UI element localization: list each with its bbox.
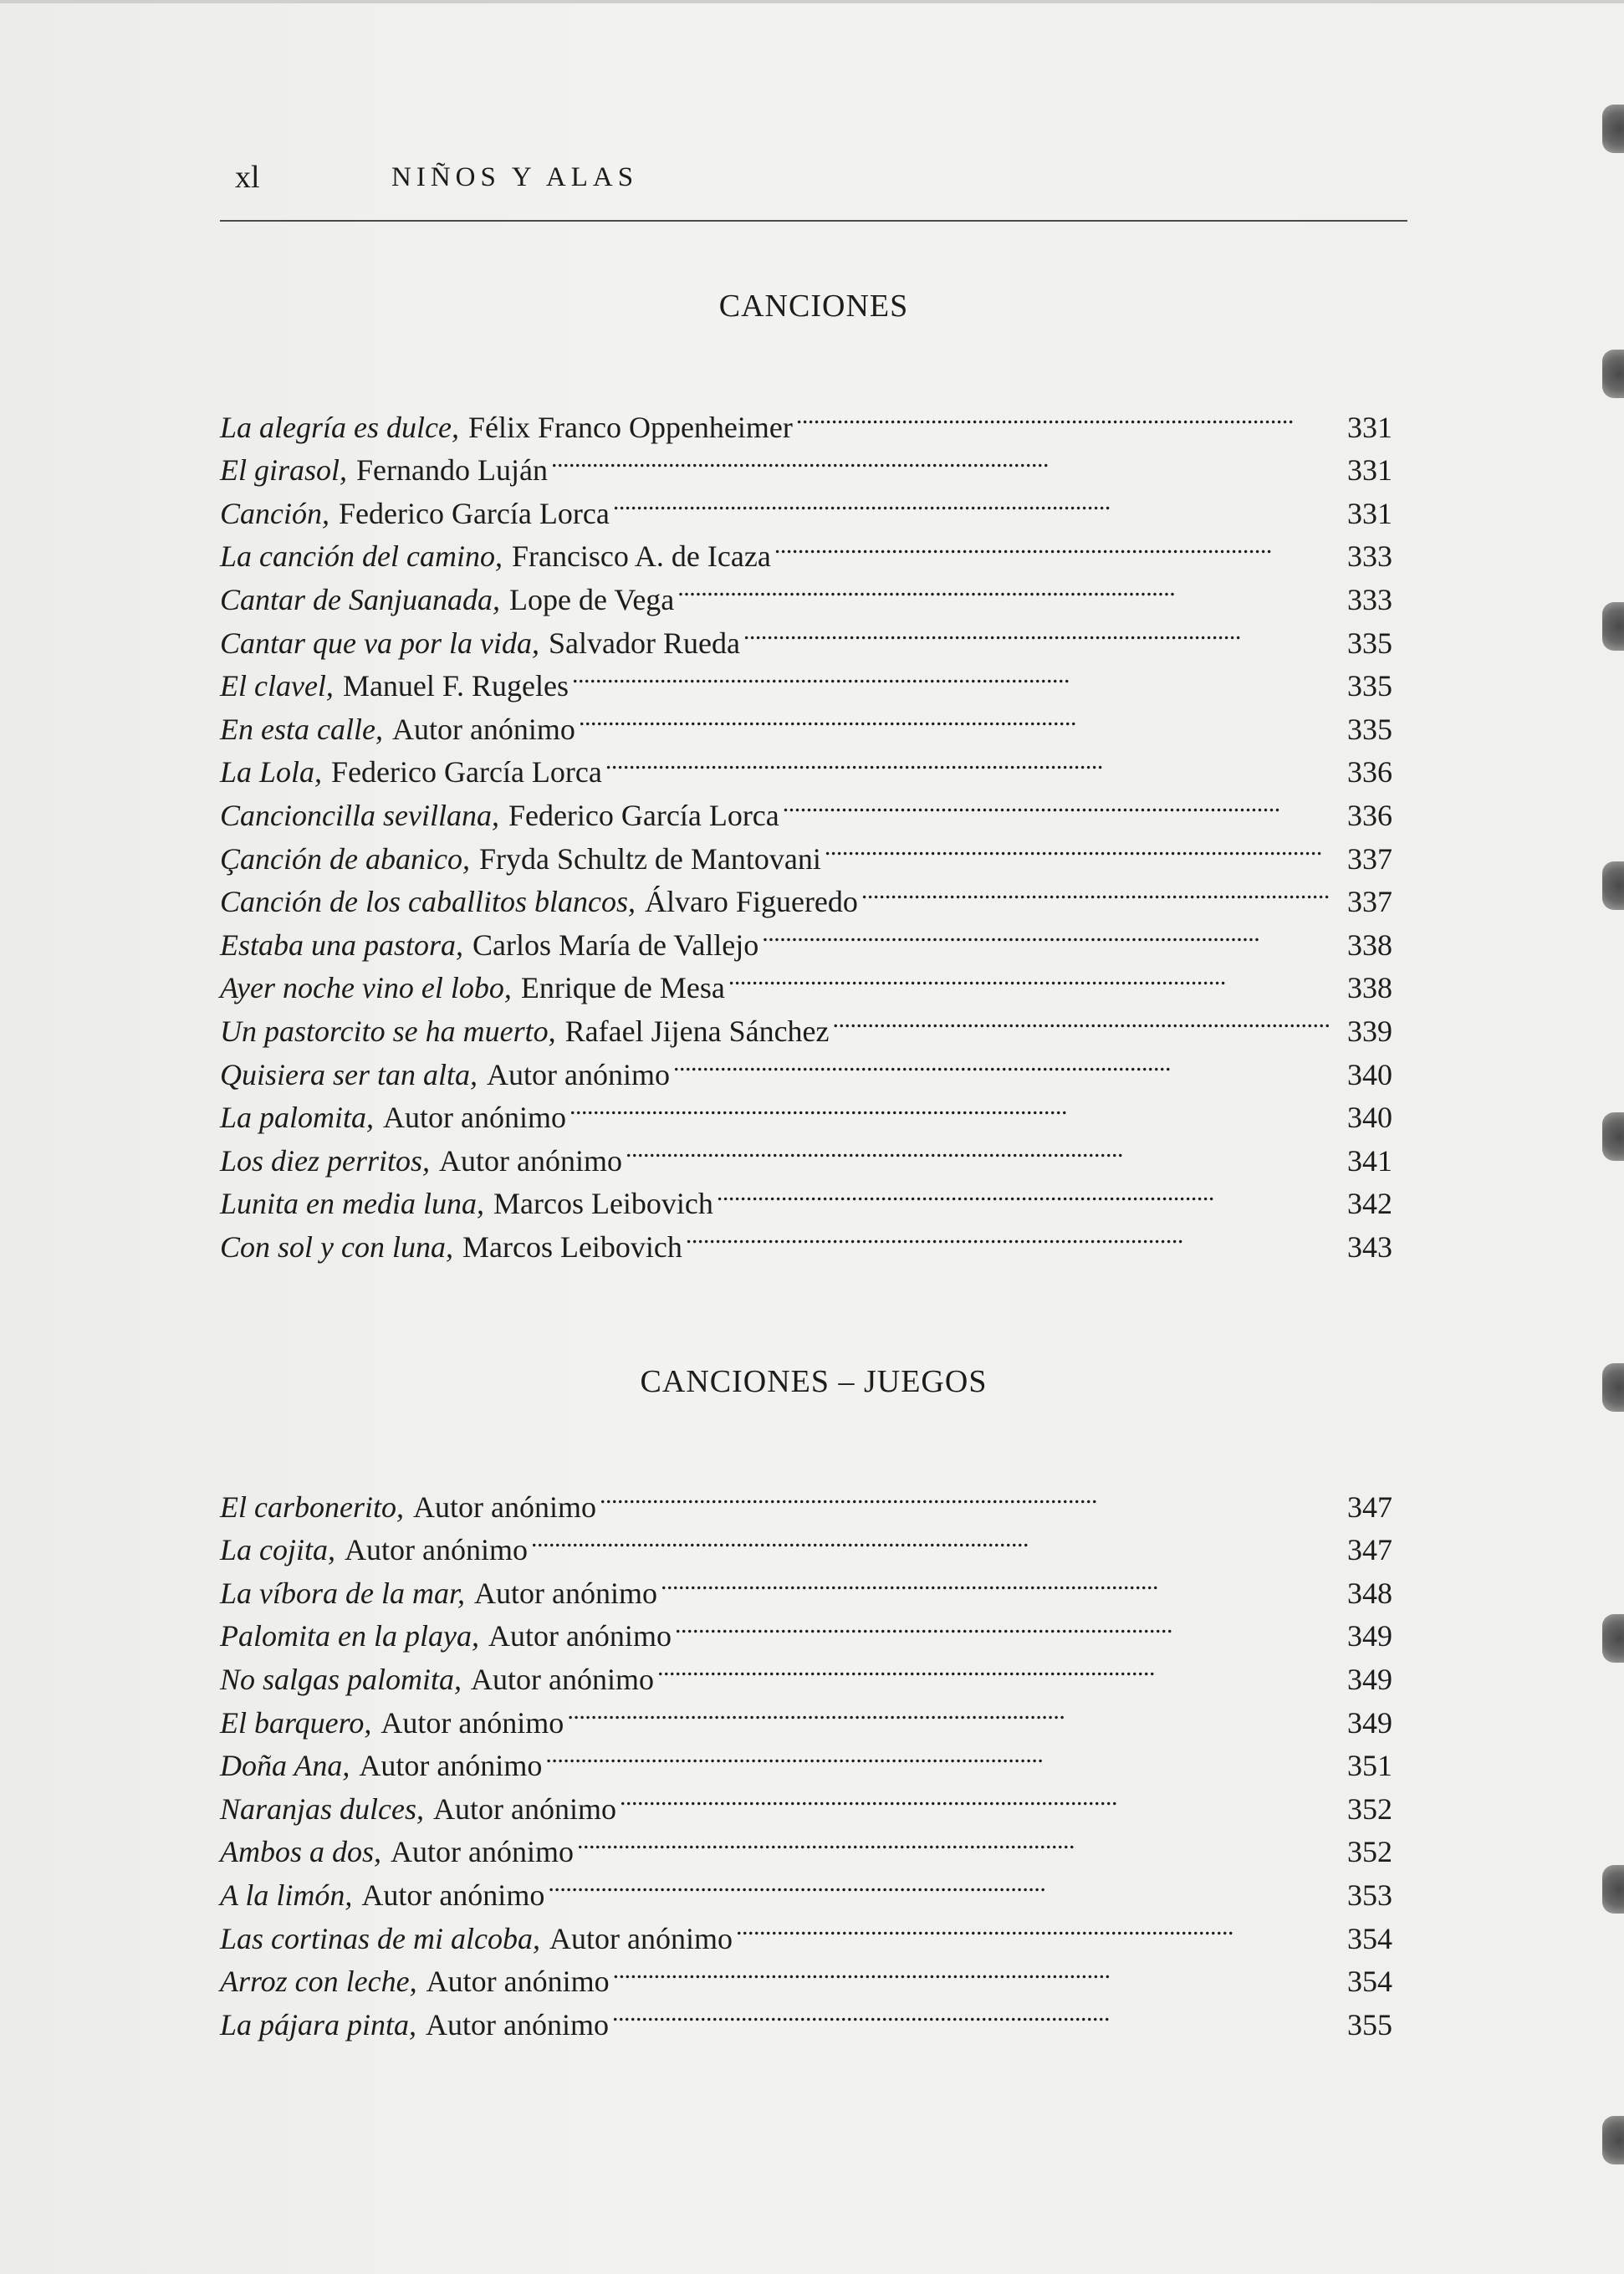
- entry-page-number: 331: [1347, 410, 1392, 444]
- entry-title: Cantar de Sanjuanada,: [220, 582, 501, 616]
- section-title-canciones: CANCIONES: [718, 289, 909, 324]
- entry-title: Canción de los caballitos blancos,: [220, 885, 636, 919]
- entry-author: Autor anónimo: [426, 1965, 610, 1999]
- section-title-canciones-juegos: CANCIONES – JUEGOS: [640, 1364, 988, 1399]
- running-head: [220, 159, 1407, 209]
- dot-leader: [531, 1517, 1329, 1561]
- dot-leader: [825, 825, 1329, 869]
- entry-author: Enrique de Mesa: [520, 971, 725, 1005]
- entry-page-number: 340: [1347, 1101, 1392, 1135]
- toc-list-canciones: [220, 394, 1392, 1264]
- entry-author: Autor anónimo: [426, 2007, 610, 2041]
- dot-leader: [657, 1646, 1329, 1689]
- entry-author: Autor anónimo: [391, 712, 575, 746]
- dot-leader: [605, 739, 1329, 783]
- entry-author: Autor anónimo: [380, 1705, 564, 1740]
- header-rule: [220, 220, 1407, 222]
- dot-leader: [572, 653, 1329, 697]
- entry-title: La cojita,: [220, 1533, 336, 1567]
- entry-author: Fryda Schultz de Mantovani: [478, 841, 821, 876]
- entry-page-number: 355: [1347, 2007, 1392, 2041]
- entry-page-number: 340: [1347, 1057, 1392, 1091]
- dot-leader: [613, 480, 1329, 524]
- entry-author: Autor anónimo: [487, 1057, 670, 1091]
- thumb-tab: [1602, 1865, 1624, 1914]
- entry-title: La alegría es dulce,: [220, 410, 459, 444]
- entry-page-number: 333: [1347, 582, 1392, 616]
- entry-page-number: 349: [1347, 1662, 1392, 1696]
- entry-title: Cantar que va por la vida,: [220, 626, 539, 660]
- entry-title: El girasol,: [220, 453, 348, 488]
- entry-author: Manuel F. Rugeles: [342, 669, 569, 703]
- book-title: NIÑOS Y ALAS: [391, 162, 639, 192]
- dot-leader: [861, 869, 1329, 912]
- entry-page-number: 335: [1347, 712, 1392, 746]
- entry-author: Federico García Lorca: [331, 755, 602, 790]
- dot-leader: [569, 1085, 1329, 1128]
- entry-page-number: 336: [1347, 755, 1392, 790]
- dot-leader: [612, 1991, 1329, 2035]
- entry-page-number: 341: [1347, 1143, 1392, 1178]
- entry-author: Autor anónimo: [439, 1143, 623, 1178]
- dot-leader: [762, 912, 1329, 955]
- entry-title: Doña Ana,: [220, 1749, 350, 1783]
- dot-leader: [545, 1733, 1329, 1776]
- entry-title: Naranjas dulces,: [220, 1791, 425, 1826]
- entry-page-number: 338: [1347, 927, 1392, 962]
- dot-leader: [551, 437, 1329, 481]
- entry-author: Autor anónimo: [433, 1791, 616, 1826]
- dot-leader: [577, 1819, 1329, 1863]
- entry-page-number: 352: [1347, 1791, 1392, 1826]
- entry-page-number: 338: [1347, 971, 1392, 1005]
- dot-leader: [728, 955, 1329, 999]
- entry-title: Ayer noche vino el lobo,: [220, 971, 512, 1005]
- entry-author: Salvador Rueda: [548, 626, 740, 660]
- entry-page-number: 335: [1347, 626, 1392, 660]
- entry-title: Canción,: [220, 496, 329, 530]
- dot-leader: [675, 1603, 1329, 1647]
- dot-leader: [600, 1474, 1329, 1517]
- thumb-tab: [1602, 1363, 1624, 1412]
- entry-page-number: 354: [1347, 1965, 1392, 1999]
- dot-leader: [567, 1689, 1329, 1733]
- entry-page-number: 331: [1347, 453, 1392, 488]
- dot-leader: [686, 1214, 1329, 1257]
- dot-leader: [796, 394, 1329, 437]
- entry-title: Con sol y con luna,: [220, 1229, 453, 1264]
- thumb-tab: [1602, 1614, 1624, 1663]
- entry-page-number: 348: [1347, 1576, 1392, 1610]
- toc-list-canciones-juegos: [220, 1474, 1392, 2041]
- entry-author: Autor anónimo: [474, 1576, 657, 1610]
- entry-page-number: 337: [1347, 841, 1392, 876]
- entry-page-number: 343: [1347, 1229, 1392, 1264]
- entry-page-number: 354: [1347, 1921, 1392, 1955]
- entry-title: La Lola,: [220, 755, 323, 790]
- entry-page-number: 333: [1347, 539, 1392, 574]
- entry-title: Palomita en la playa,: [220, 1619, 479, 1653]
- dot-leader: [774, 524, 1329, 567]
- entry-page-number: 349: [1347, 1619, 1392, 1653]
- entry-page-number: 342: [1347, 1187, 1392, 1221]
- dot-leader: [579, 696, 1329, 739]
- entry-title: El barquero,: [220, 1705, 372, 1740]
- entry-page-number: 347: [1347, 1533, 1392, 1567]
- thumb-tab: [1602, 105, 1624, 153]
- entry-author: Marcos Leibovich: [462, 1229, 682, 1264]
- entry-page-number: 349: [1347, 1705, 1392, 1740]
- dot-leader: [613, 1949, 1329, 1992]
- dot-leader: [661, 1560, 1329, 1603]
- entry-title: El carbonerito,: [220, 1490, 404, 1524]
- dot-leader: [717, 1171, 1329, 1214]
- entry-author: Autor anónimo: [383, 1101, 567, 1135]
- entry-author: Federico García Lorca: [339, 496, 610, 530]
- entry-title: En esta calle,: [220, 712, 383, 746]
- entry-title: Cancioncilla sevillana,: [220, 798, 499, 832]
- entry-page-number: 353: [1347, 1878, 1392, 1912]
- entry-page-number: 337: [1347, 885, 1392, 919]
- entry-author: Federico García Lorca: [508, 798, 779, 832]
- entry-author: Lope de Vega: [509, 582, 675, 616]
- dot-leader: [677, 566, 1329, 610]
- entry-title: A la limón,: [220, 1878, 353, 1912]
- entry-author: Autor anónimo: [488, 1619, 672, 1653]
- thumb-tab: [1602, 1112, 1624, 1161]
- entry-title: Çanción de abanico,: [220, 841, 470, 876]
- entry-author: Álvaro Figueredo: [644, 885, 858, 919]
- entry-author: Autor anónimo: [471, 1662, 655, 1696]
- entry-title: Ambos a dos,: [220, 1835, 382, 1869]
- entry-author: Autor anónimo: [549, 1921, 733, 1955]
- entry-title: La canción del camino,: [220, 539, 503, 574]
- thumb-tab: [1602, 2116, 1624, 2164]
- entry-author: Autor anónimo: [391, 1835, 574, 1869]
- page-top-edge: [0, 0, 1624, 3]
- toc-entry: [220, 1474, 1392, 1524]
- entry-author: Autor anónimo: [361, 1878, 545, 1912]
- entry-author: Autor anónimo: [412, 1490, 596, 1524]
- entry-title: Los diez perritos,: [220, 1143, 431, 1178]
- thumb-tab: [1602, 602, 1624, 651]
- dot-leader: [833, 998, 1330, 1041]
- entry-title: No salgas palomita,: [220, 1662, 462, 1696]
- dot-leader: [783, 782, 1329, 825]
- entry-page-number: 336: [1347, 798, 1392, 832]
- entry-author: Félix Franco Oppenheimer: [467, 410, 793, 444]
- dot-leader: [736, 1905, 1329, 1949]
- entry-author: Rafael Jijena Sánchez: [564, 1014, 830, 1048]
- entry-title: La pájara pinta,: [220, 2007, 417, 2041]
- entry-title: La palomita,: [220, 1101, 375, 1135]
- dot-leader: [626, 1127, 1329, 1171]
- entry-page-number: 352: [1347, 1835, 1392, 1869]
- entry-author: Carlos María de Vallejo: [472, 927, 759, 962]
- entry-title: El clavel,: [220, 669, 334, 703]
- entry-author: Autor anónimo: [345, 1533, 528, 1567]
- entry-title: Estaba una pastora,: [220, 927, 464, 962]
- toc-entry: [220, 394, 1392, 444]
- dot-leader: [743, 610, 1329, 653]
- entry-page-number: 351: [1347, 1749, 1392, 1783]
- entry-author: Autor anónimo: [359, 1749, 543, 1783]
- entry-title: Las cortinas de mi alcoba,: [220, 1921, 540, 1955]
- entry-title: Un pastorcito se ha muerto,: [220, 1014, 556, 1048]
- page-number: xl: [235, 160, 260, 195]
- entry-author: Francisco A. de Icaza: [511, 539, 771, 574]
- entry-page-number: 339: [1347, 1014, 1392, 1048]
- entry-page-number: 347: [1347, 1490, 1392, 1524]
- entry-author: Fernando Luján: [356, 453, 548, 488]
- dot-leader: [548, 1862, 1329, 1905]
- dot-leader: [620, 1776, 1329, 1819]
- thumb-tab: [1602, 861, 1624, 910]
- dot-leader: [673, 1041, 1329, 1085]
- entry-page-number: 335: [1347, 669, 1392, 703]
- entry-title: Quisiera ser tan alta,: [220, 1057, 478, 1091]
- entry-page-number: 331: [1347, 496, 1392, 530]
- entry-author: Marcos Leibovich: [493, 1187, 713, 1221]
- entry-title: Lunita en media luna,: [220, 1187, 484, 1221]
- thumb-tab: [1602, 350, 1624, 398]
- entry-title: Arroz con leche,: [220, 1965, 417, 1999]
- entry-title: La víbora de la mar,: [220, 1576, 466, 1610]
